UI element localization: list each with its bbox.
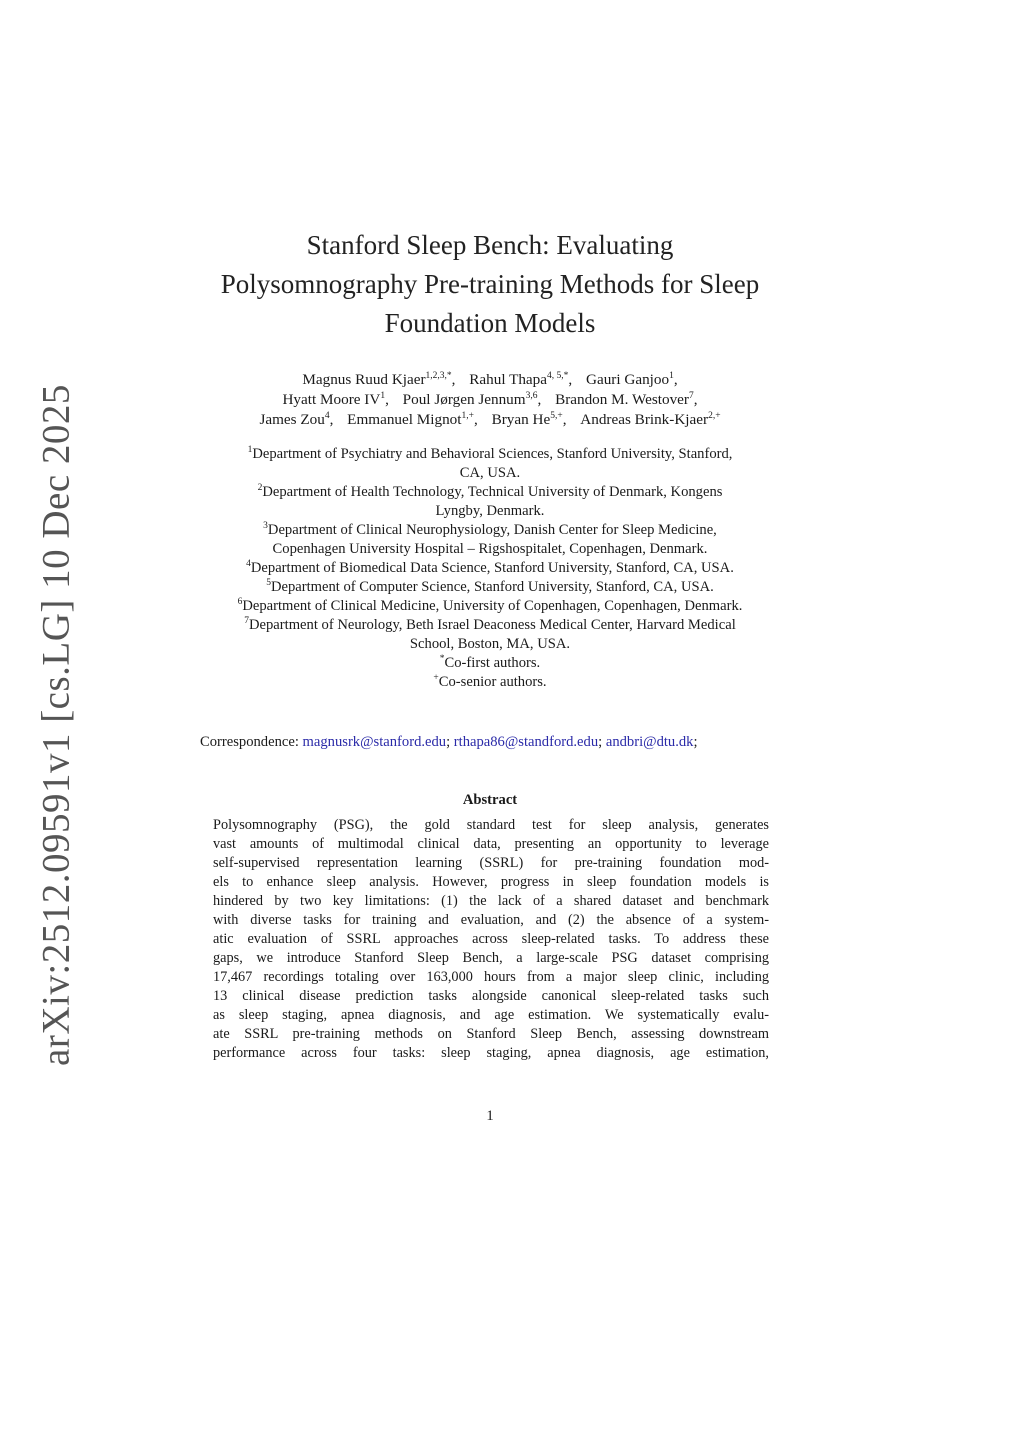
- author-affiliation-marker: 2,+: [708, 411, 721, 421]
- affiliation: [160, 483, 820, 502]
- author: Poul Jørgen Jennum$^{3,6}$,: [402, 391, 542, 408]
- affiliation-marker: 6: [237, 597, 243, 607]
- email-link[interactable]: rthapa86@standford.edu: [453, 734, 599, 750]
- affiliation-continuation: Lyngby, Denmark.: [435, 503, 545, 519]
- abstract-line: gaps, we introduce Stanford Sleep Bench, a large-scale PSG dataset comprising: [213, 950, 769, 966]
- author-name: James Zou: [259, 411, 325, 428]
- author: Emmanuel Mignot$^{1,+}$,: [347, 411, 478, 428]
- affiliation: [160, 616, 820, 635]
- author-affiliation-marker: 1,+: [461, 411, 474, 421]
- author-line: [170, 410, 810, 430]
- email-link[interactable]: magnusrk@stanford.edu: [302, 734, 447, 750]
- author-affiliation-marker: 1,2,3,*: [425, 371, 452, 381]
- author-name: Rahul Thapa: [469, 371, 548, 388]
- author-name: Gauri Ganjoo: [585, 371, 670, 388]
- title-line: Foundation Models: [384, 308, 596, 338]
- abstract-line: with diverse tasks for training and evaluation, and (2) the absence of a system-: [213, 912, 769, 928]
- author-affiliation-marker: 7: [688, 391, 694, 401]
- affiliation-marker: 1: [247, 445, 253, 455]
- correspondence: Correspondence: magnusrk@stanford.edu; rthapa86@standford.edu; andbri@dtu.dk;: [200, 734, 698, 750]
- title-line: Polysomnography Pre-training Methods for Sleep: [220, 269, 760, 299]
- author-affiliation-marker: 1: [669, 371, 674, 381]
- abstract-line: performance across four tasks: sleep staging, apnea diagnosis, age estimation,: [213, 1045, 769, 1061]
- affiliation-text: Department of Clinical Medicine, University of Copenhagen, Copenhagen, Denmark.: [242, 598, 743, 614]
- abstract-line: vast amounts of multimodal clinical data, presenting an opportunity to leverage: [213, 836, 769, 852]
- note-text: Co-senior authors.: [438, 674, 547, 690]
- email-link[interactable]: andbri@dtu.dk: [605, 734, 694, 750]
- author: James Zou$^4$,: [259, 411, 334, 428]
- author-name: Brandon M. Westover: [555, 391, 689, 408]
- affiliation: [160, 445, 820, 464]
- author-line: [170, 370, 810, 390]
- affiliation: [160, 597, 820, 616]
- author-affiliation-marker: 1: [380, 391, 386, 401]
- author-affiliation-marker: 5,+: [550, 411, 563, 421]
- author-name: Magnus Ruud Kjaer: [302, 371, 426, 388]
- affiliation-marker: 2: [257, 483, 263, 493]
- note-marker: *: [439, 654, 445, 664]
- author-name: Hyatt Moore IV: [282, 391, 381, 408]
- author: [580, 411, 720, 428]
- abstract-line: self-supervised representation learning (SSRL) for pre-training foundation mod-: [213, 855, 769, 871]
- affiliation-marker: 5: [266, 578, 271, 588]
- author: Magnus Ruud Kjaer$^{1,2,3,*}$,: [302, 371, 456, 388]
- note-text: Co-first authors.: [444, 655, 541, 671]
- affiliation-text: Department of Health Technology, Technical University of Denmark, Kongens: [262, 484, 723, 500]
- affiliation-text: Department of Computer Science, Stanford University, Stanford, CA, USA.: [270, 579, 714, 595]
- abstract-line: as sleep staging, apnea diagnosis, and age estimation. We systematically evalu-: [213, 1007, 769, 1023]
- affiliation-text: Department of Psychiatry and Behavioral Sciences, Stanford University, Stanford,: [252, 446, 733, 462]
- author: Brandon M. Westover$^7$,: [555, 391, 698, 408]
- affiliation: [160, 559, 820, 578]
- abstract-line: Polysomnography (PSG), the gold standard test for sleep analysis, generates: [213, 817, 769, 833]
- note-marker: +: [433, 673, 439, 683]
- affiliation-text: Department of Clinical Neurophysiology, Danish Center for Sleep Medicine,: [267, 522, 717, 538]
- abstract-line: hindered by two key limitations: (1) the lack of a shared dataset and benchmark: [213, 893, 769, 909]
- affiliation-list: [160, 445, 820, 692]
- affiliation: [160, 521, 820, 540]
- abstract-body: [213, 816, 769, 1063]
- author: Hyatt Moore $IV^1$,: [282, 391, 389, 408]
- affiliation-continuation: Copenhagen University Hospital – Rigshospitalet, Copenhagen, Denmark.: [272, 541, 708, 557]
- abstract-line: 17,467 recordings totaling over 163,000 hours from a major sleep clinic, including: [213, 969, 769, 985]
- affiliation: [160, 578, 820, 597]
- abstract-line: atic evaluation of SSRL approaches across sleep-related tasks. To address these: [213, 931, 769, 947]
- author-name: Andreas Brink-Kjaer: [580, 411, 709, 428]
- author: Bryan $He^{5,+}$,: [491, 411, 567, 428]
- author: Rahul Thapa$^{4, 5,*}$,: [469, 371, 573, 388]
- abstract-line: els to enhance sleep analysis. However, progress in sleep foundation models is: [213, 874, 769, 890]
- affiliation-marker: 4: [246, 559, 251, 569]
- correspondence-label: Correspondence:: [200, 734, 299, 750]
- author-line: [170, 390, 810, 410]
- author-name: Bryan He: [491, 411, 551, 428]
- abstract-heading: Abstract: [462, 792, 518, 808]
- co-senior-note: [160, 673, 820, 692]
- author-name: Poul Jørgen Jennum: [402, 391, 526, 408]
- affiliation-marker: 3: [263, 521, 268, 531]
- affiliation-text: Department of Biomedical Data Science, Stanford University, Stanford, CA, USA.: [250, 560, 734, 576]
- author-list: [170, 370, 810, 430]
- co-first-note: [160, 654, 820, 673]
- author: Gauri Ganjoo$^1$,: [585, 371, 678, 388]
- abstract-line: ate SSRL pre-training methods on Stanford Sleep Bench, assessing downstream: [213, 1026, 769, 1042]
- affiliation-text: Department of Neurology, Beth Israel Deaconess Medical Center, Harvard Medical: [248, 617, 736, 633]
- affiliation-marker: 7: [244, 616, 249, 626]
- author-name: Emmanuel Mignot: [347, 411, 462, 428]
- abstract-line: 13 clinical disease prediction tasks alongside canonical sleep-related tasks such: [213, 988, 769, 1004]
- author-affiliation-marker: 3,6: [525, 391, 538, 401]
- affiliation-continuation: CA, USA.: [459, 465, 521, 481]
- page-number: 1: [486, 1108, 494, 1124]
- author-affiliation-marker: 4, 5,*: [547, 371, 569, 381]
- paper-title: [160, 226, 820, 343]
- title-line: Stanford Sleep Bench: Evaluating: [306, 230, 674, 260]
- author-affiliation-marker: 4: [324, 411, 330, 421]
- affiliation-continuation: School, Boston, MA, USA.: [409, 636, 571, 652]
- arxiv-sidebar-stamp: arXiv:2512.09591v1 [cs.LG] 10 Dec 2025: [34, 384, 78, 1066]
